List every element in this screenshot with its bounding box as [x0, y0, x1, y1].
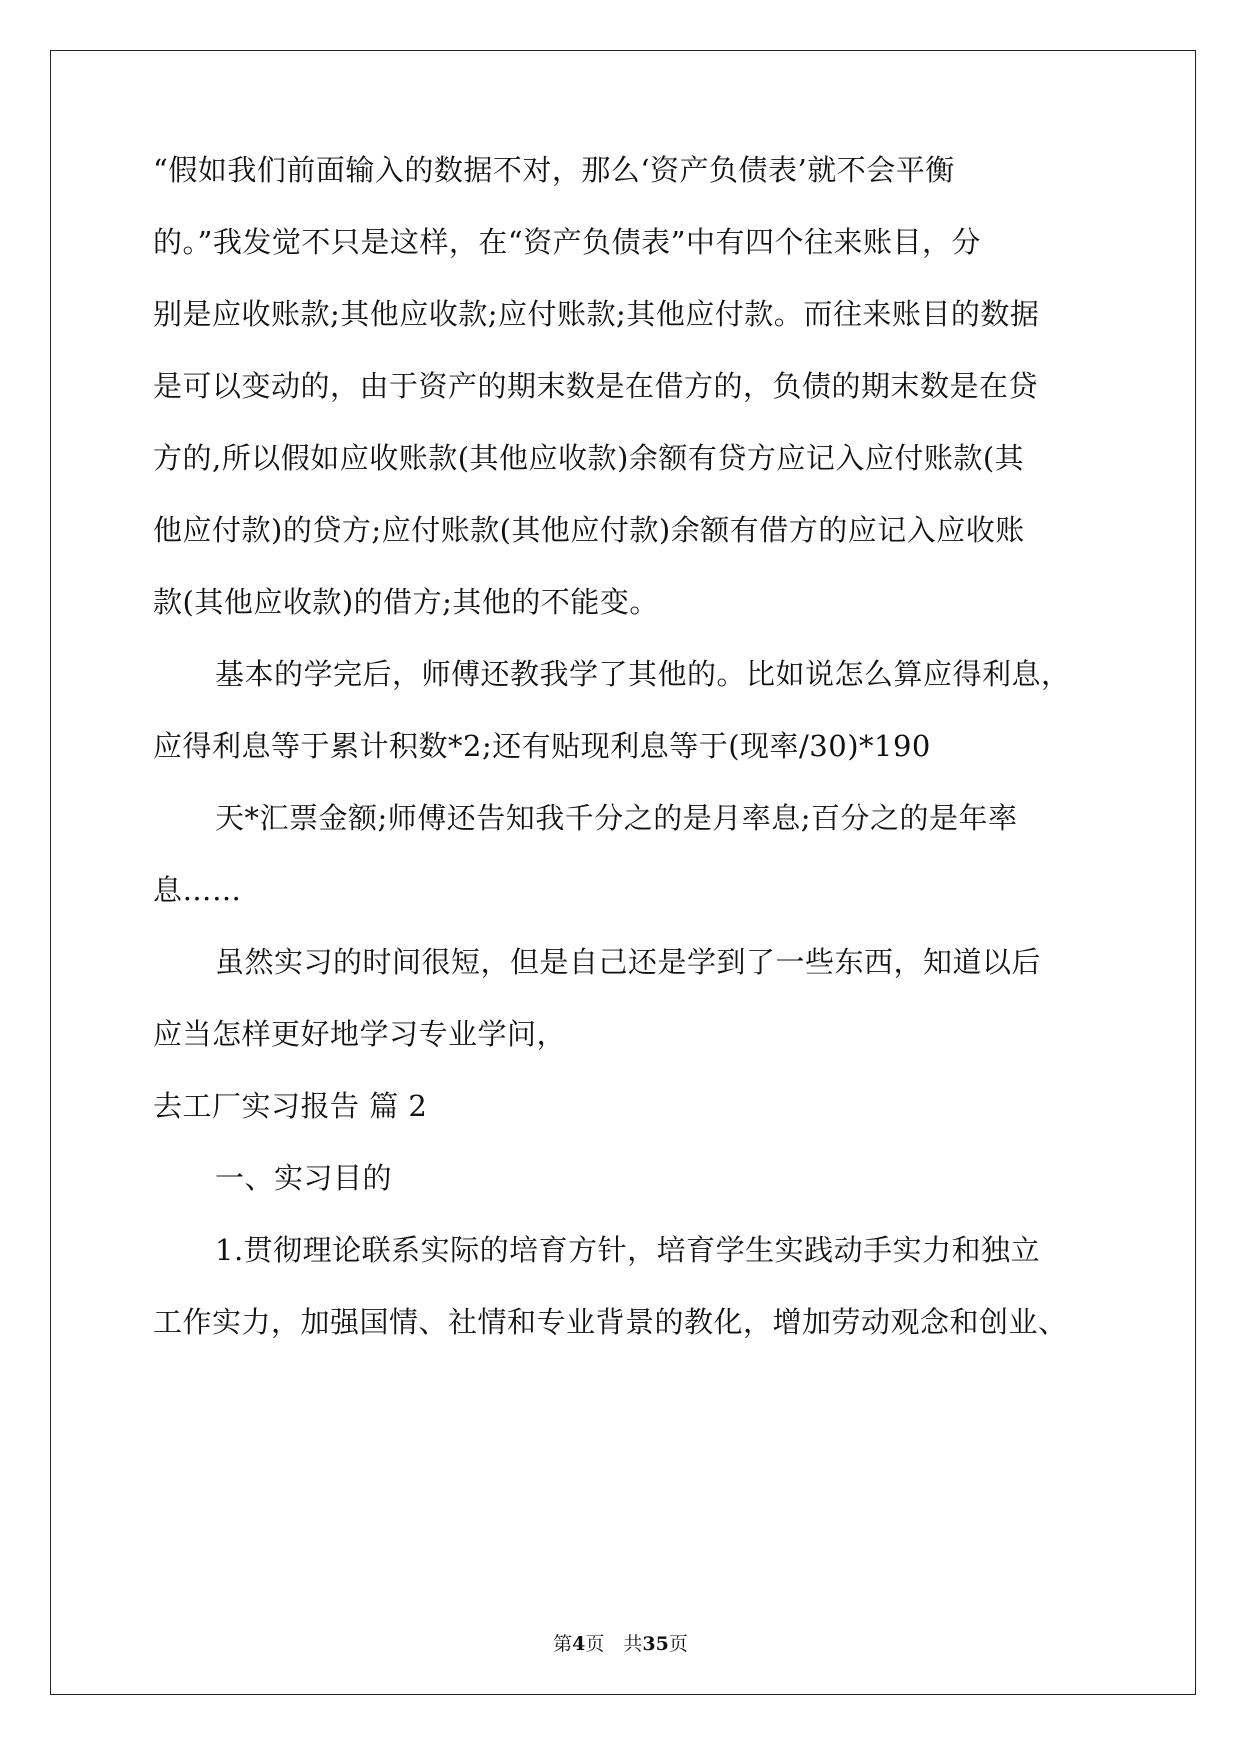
- text-line: 基本的学完后，师傅还教我学了其他的。比如说怎么算应得利息，: [215, 657, 1071, 691]
- total-pages-number: 35: [642, 1633, 669, 1655]
- page-footer: [0, 1632, 1241, 1656]
- text-line: “假如我们前面输入的数据不对，那么‘资产负债表’就不会平衡: [153, 153, 955, 187]
- footer-prefix: 第: [553, 1633, 573, 1655]
- text-line: 是可以变动的，由于资产的期末数是在借方的，负债的期末数是在贷: [153, 369, 1039, 403]
- current-page-number: 4: [572, 1633, 586, 1655]
- section-heading: 去工厂实习报告 篇 2: [153, 1089, 428, 1123]
- text-line: 应得利息等于累计积数*2;还有贴现利息等于(现率/30)*190: [153, 729, 931, 763]
- text-line: 的。”我发觉不只是这样，在“资产负债表”中有四个往来账目，分: [153, 225, 981, 259]
- text-line: 方的,所以假如应收账款(其他应收款)余额有贷方应记入应付账款(其: [153, 441, 1025, 475]
- text-line: 虽然实习的时间很短，但是自己还是学到了一些东西，知道以后: [215, 945, 1042, 979]
- text-line: 款(其他应收款)的借方;其他的不能变。: [153, 585, 659, 619]
- text-line: 他应付款)的贷方;应付账款(其他应付款)余额有借方的应记入应收账: [153, 513, 1025, 547]
- text-line: 别是应收账款;其他应收款;应付账款;其他应付款。而往来账目的数据: [153, 297, 1040, 331]
- footer-suffix: 页: [668, 1633, 688, 1655]
- text-line: 应当怎样更好地学习专业学问，: [153, 1017, 567, 1051]
- text-line: 工作实力，加强国情、社情和专业背景的教化，增加劳动观念和创业、: [153, 1305, 1068, 1339]
- subsection-heading: 一、实习目的: [215, 1161, 393, 1195]
- footer-middle: 页 共: [585, 1633, 643, 1655]
- text-line: 1.贯彻理论联系实际的培育方针，培育学生实践动手实力和独立: [215, 1233, 1041, 1267]
- text-line: 天*汇票金额;师傅还告知我千分之的是月率息;百分之的是年率: [215, 801, 1018, 835]
- text-line: 息……: [153, 873, 242, 907]
